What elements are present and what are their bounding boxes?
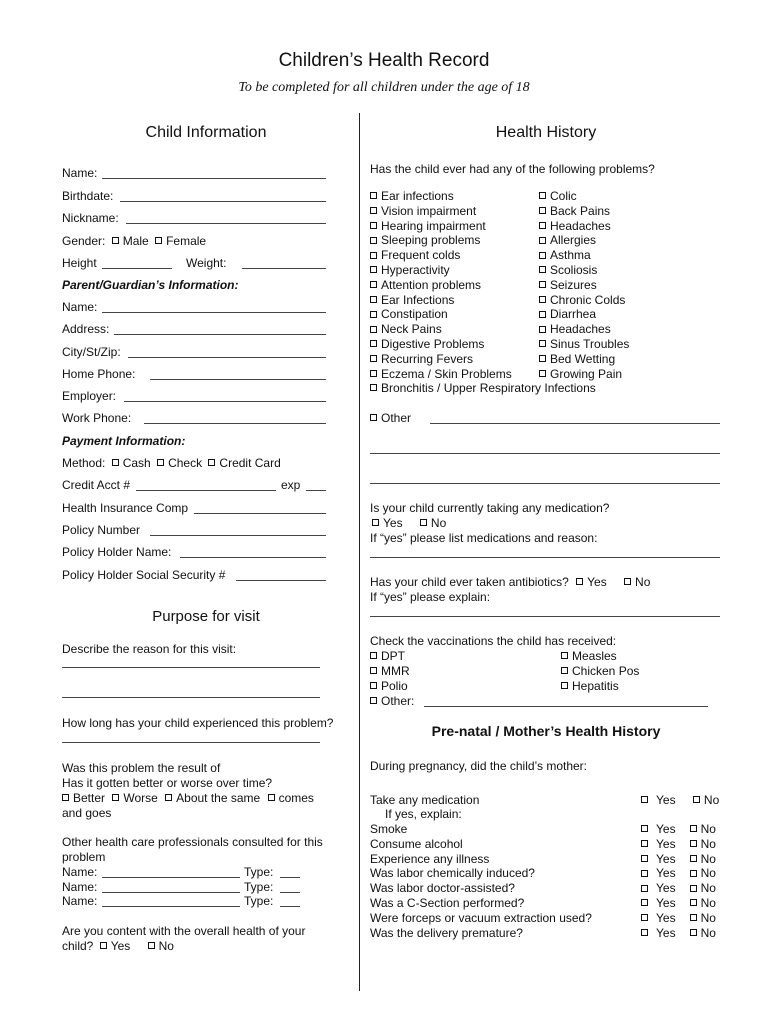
city-field[interactable]	[128, 357, 326, 358]
home-phone-label: Home Phone:	[62, 367, 136, 381]
prenatal-medication-yes-checkbox[interactable]	[641, 796, 648, 803]
prenatal-medication-label: Take any medication	[370, 793, 480, 807]
payment-heading: Payment Information:	[62, 434, 186, 448]
problem-ear-infections-7-item	[370, 293, 454, 307]
employer-label: Employer:	[62, 389, 117, 403]
vaccine-dpt-label: DPT	[381, 649, 405, 663]
other-line-2[interactable]	[370, 453, 720, 454]
problem-neck-pains-9-checkbox[interactable]	[370, 326, 377, 333]
antibiotics-question: Has your child ever taken antibiotics?	[370, 575, 569, 589]
prenatal-smoke-yes-label: Yes	[656, 822, 676, 836]
problem-sleeping-problems-3-label: Sleeping problems	[381, 233, 481, 248]
problem-diarrhea-r8-item	[539, 307, 596, 321]
prenatal-were-forceps-or-vacuum-extraction-used-no-checkbox[interactable]	[690, 914, 697, 921]
credit-card-label: Credit Card	[219, 456, 281, 470]
page-subtitle: To be completed for all children under the age of 18	[238, 80, 530, 95]
problem-constipation-8-label: Constipation	[381, 307, 448, 322]
vaccine-dpt-item	[370, 649, 405, 663]
better-label: Better	[73, 791, 106, 805]
antibiotics-explain-label: If “yes” please explain:	[370, 590, 491, 604]
content-label-2: child?	[62, 939, 94, 953]
problem-hearing-impairment-2-item	[370, 219, 486, 233]
visit-reason-line-2[interactable]	[62, 697, 320, 698]
problem-frequent-colds-4-checkbox[interactable]	[370, 252, 377, 259]
prenatal-experience-any-illness-no-label: No	[700, 851, 716, 866]
worse-checkbox[interactable]	[112, 794, 119, 801]
weight-field[interactable]	[242, 268, 326, 269]
cash-label: Cash	[122, 456, 151, 470]
employer-field[interactable]	[124, 401, 326, 402]
vaccine-polio-label: Polio	[381, 679, 408, 693]
prenatal-were-forceps-or-vacuum-extraction-used-yes-checkbox[interactable]	[641, 914, 648, 921]
antibiotics-yes-checkbox[interactable]	[576, 578, 583, 585]
female-label: Female	[166, 234, 207, 248]
method-row	[62, 456, 281, 470]
vaccine-dpt-checkbox[interactable]	[370, 652, 377, 659]
prenatal-smoke-options	[641, 822, 716, 836]
problem-headaches-r9-checkbox[interactable]	[539, 326, 546, 333]
better-worse-label: Has it gotten better or worse over time?	[62, 776, 273, 790]
prof-type-field-1[interactable]	[280, 877, 300, 878]
vaccine-mmr-item	[370, 664, 410, 678]
problem-allergies-r3-checkbox[interactable]	[539, 237, 546, 244]
problem-hyperactivity-5-checkbox[interactable]	[370, 266, 377, 273]
vaccination-other-checkbox[interactable]	[370, 697, 377, 704]
prenatal-consume-alcohol-no-checkbox[interactable]	[690, 840, 697, 847]
medication-no-label: No	[430, 516, 447, 530]
problem-seizures-r6-item	[539, 278, 597, 292]
prenatal-was-labor-doctor-assisted-no-label: No	[700, 881, 716, 896]
problem-vision-impairment-1-checkbox[interactable]	[370, 207, 377, 214]
problem-neck-pains-9-label: Neck Pains	[381, 322, 442, 337]
medication-options	[372, 516, 446, 530]
prenatal-medication-no-label: No	[703, 793, 720, 807]
problem-headaches-r2-checkbox[interactable]	[539, 222, 546, 229]
exp-field[interactable]	[306, 490, 326, 491]
problem-hearing-impairment-2-label: Hearing impairment	[381, 218, 486, 233]
prenatal-consume-alcohol-yes-checkbox[interactable]	[641, 840, 648, 847]
bronchitis-item	[370, 381, 596, 395]
problem-chronic-colds-r7-item	[539, 293, 625, 307]
birthdate-label: Birthdate:	[62, 189, 114, 203]
problem-seizures-r6-label: Seizures	[550, 277, 597, 292]
medication-yes-checkbox[interactable]	[372, 519, 379, 526]
medication-list-label: If “yes” please list medications and reason:	[370, 531, 598, 545]
insurance-label: Health Insurance Comp	[62, 501, 189, 515]
and-goes-label: and goes	[62, 806, 112, 820]
prenatal-was-labor-chemically-induced-label: Was labor chemically induced?	[370, 866, 535, 881]
content-row	[62, 939, 174, 953]
nickname-label: Nickname:	[62, 211, 119, 225]
vaccine-polio-checkbox[interactable]	[370, 682, 377, 689]
vaccine-chicken-pos-label: Chicken Pos	[572, 664, 640, 678]
problem-hyperactivity-5-item	[370, 263, 450, 277]
content-yes-label: Yes	[110, 939, 131, 953]
problem-chronic-colds-r7-label: Chronic Colds	[550, 292, 626, 307]
policy-number-field[interactable]	[150, 535, 326, 536]
nickname-field[interactable]	[126, 223, 326, 224]
gender-label: Gender:	[62, 234, 106, 248]
prenatal-was-labor-chemically-induced-yes-checkbox[interactable]	[641, 870, 648, 877]
prenatal-explain-label: If yes, explain:	[385, 807, 462, 821]
other-label: Other	[381, 411, 412, 425]
prenatal-was-a-c-section-performed-options	[641, 896, 716, 910]
other-field[interactable]	[430, 423, 720, 424]
medication-question: Is your child currently taking any medication?	[370, 501, 610, 515]
problem-asthma-r4-label: Asthma	[550, 248, 591, 263]
problem-digestive-problems-10-label: Digestive Problems	[381, 337, 485, 351]
problem-headaches-r9-item	[539, 322, 611, 336]
prenatal-intro: During pregnancy, did the child’s mother:	[370, 759, 588, 773]
problem-back-pains-r1-checkbox[interactable]	[539, 207, 546, 214]
other-prof-label: Other health care professionals consulted for this	[62, 835, 323, 849]
prenatal-medication-yes-label: Yes	[656, 793, 676, 807]
prenatal-was-labor-chemically-induced-no-checkbox[interactable]	[690, 870, 697, 877]
content-no-label: No	[158, 939, 174, 953]
antibiotics-yes-label: Yes	[587, 575, 607, 589]
problem-bed-wetting-r11-item	[539, 352, 615, 366]
birthdate-field[interactable]	[120, 201, 326, 202]
problem-colic-r0-item	[539, 189, 577, 203]
guardian-name-field[interactable]	[102, 312, 326, 313]
better-checkbox[interactable]	[62, 794, 69, 801]
bronchitis-label: Bronchitis / Upper Respiratory Infections	[381, 381, 596, 395]
problem-asthma-r4-checkbox[interactable]	[539, 252, 546, 259]
result-label: Was this problem the result of	[62, 761, 221, 775]
prenatal-were-forceps-or-vacuum-extraction-used-yes-label: Yes	[656, 910, 676, 925]
problem-attention-problems-6-item	[370, 278, 481, 292]
column-divider	[359, 113, 360, 991]
comes-goes-checkbox[interactable]	[268, 794, 275, 801]
content-label: Are you content with the overall health of your	[62, 924, 306, 938]
problem-sinus-troubles-r10-item	[539, 337, 629, 351]
content-yes-checkbox[interactable]	[100, 942, 107, 949]
problem-hearing-impairment-2-checkbox[interactable]	[370, 222, 377, 229]
check-label: Check	[168, 456, 203, 470]
prenatal-was-labor-doctor-assisted-options	[641, 881, 716, 895]
problem-recurring-fevers-11-label: Recurring Fevers	[381, 351, 474, 366]
vaccination-other-item	[370, 694, 414, 708]
problem-digestive-problems-10-item	[370, 337, 484, 351]
problem-sleeping-problems-3-checkbox[interactable]	[370, 237, 377, 244]
medication-yes-label: Yes	[383, 516, 403, 530]
prenatal-was-the-delivery-premature-options	[641, 926, 716, 940]
vaccine-measles-label: Measles	[572, 649, 617, 663]
antibiotics-explain-field[interactable]	[370, 616, 720, 617]
problem-colic-r0-checkbox[interactable]	[539, 192, 546, 199]
problem-bed-wetting-r11-checkbox[interactable]	[539, 355, 546, 362]
address-field[interactable]	[114, 334, 326, 335]
bronchitis-checkbox[interactable]	[370, 384, 377, 391]
problem-eczema-skin-problems-12-label: Eczema / Skin Problems	[381, 366, 512, 381]
problem-ear-infections-7-checkbox[interactable]	[370, 296, 377, 303]
prenatal-smoke-no-checkbox[interactable]	[690, 825, 697, 832]
vaccination-question: Check the vaccinations the child has received:	[370, 634, 617, 648]
antibiotics-no-checkbox[interactable]	[624, 578, 631, 585]
problem-asthma-r4-item	[539, 248, 591, 262]
prof-type-label-3: Type:	[244, 894, 274, 908]
other-item	[370, 411, 411, 425]
visit-heading: Purpose for visit	[152, 608, 260, 625]
problem-vision-impairment-1-item	[370, 204, 476, 218]
problem-constipation-8-item	[370, 307, 448, 321]
prenatal-was-a-c-section-performed-label: Was a C-Section performed?	[370, 896, 525, 910]
problem-recurring-fevers-11-item	[370, 352, 473, 366]
problem-growing-pain-r12-item	[539, 367, 622, 381]
name-field[interactable]	[102, 178, 326, 179]
work-phone-field[interactable]	[144, 423, 326, 424]
problem-diarrhea-r8-label: Diarrhea	[550, 307, 597, 322]
how-long-label: How long has your child experienced this problem?	[62, 716, 334, 730]
problem-frequent-colds-4-item	[370, 248, 460, 262]
vaccine-measles-item	[561, 649, 617, 663]
problem-bed-wetting-r11-label: Bed Wetting	[550, 351, 616, 366]
prenatal-was-labor-chemically-induced-no-label: No	[700, 866, 716, 881]
work-phone-label: Work Phone:	[62, 411, 132, 425]
prof-name-label-3: Name:	[62, 894, 98, 908]
problem-back-pains-r1-label: Back Pains	[550, 203, 611, 218]
prenatal-were-forceps-or-vacuum-extraction-used-label: Were forceps or vacuum extraction used?	[370, 910, 592, 925]
policy-number-label: Policy Number	[62, 523, 141, 537]
problem-seizures-r6-checkbox[interactable]	[539, 281, 546, 288]
prof-name-field-3[interactable]	[102, 906, 240, 907]
policy-ssn-label: Policy Holder Social Security #	[62, 568, 226, 582]
prenatal-experience-any-illness-label: Experience any illness	[370, 851, 490, 866]
other-prof-label-2: problem	[62, 850, 106, 864]
problem-growing-pain-r12-label: Growing Pain	[550, 366, 623, 381]
prenatal-consume-alcohol-options	[641, 837, 716, 851]
worse-label: Worse	[123, 791, 158, 805]
page-title: Children’s Health Record	[278, 50, 490, 71]
problem-headaches-r2-item	[539, 219, 611, 233]
prenatal-consume-alcohol-no-label: No	[700, 836, 716, 851]
problem-ear-infections-0-item	[370, 189, 454, 203]
problem-ear-infections-7-label: Ear Infections	[381, 292, 455, 307]
credit-acct-field[interactable]	[136, 490, 276, 491]
gender-row	[62, 234, 206, 248]
home-phone-field[interactable]	[150, 379, 326, 380]
insurance-field[interactable]	[194, 513, 326, 514]
prof-type-field-3[interactable]	[280, 906, 300, 907]
exp-label: exp	[281, 478, 301, 492]
medication-list-field[interactable]	[370, 557, 720, 558]
check-checkbox[interactable]	[157, 459, 164, 466]
prenatal-smoke-no-label: No	[700, 822, 716, 836]
vaccine-hepatitis-checkbox[interactable]	[561, 682, 568, 689]
prenatal-was-a-c-section-performed-yes-checkbox[interactable]	[641, 899, 648, 906]
height-label: Height	[62, 256, 97, 270]
problem-frequent-colds-4-label: Frequent colds	[381, 248, 461, 263]
prof-name-field-2[interactable]	[102, 892, 240, 893]
problem-eczema-skin-problems-12-item	[370, 367, 512, 381]
problem-allergies-r3-item	[539, 233, 596, 247]
prenatal-consume-alcohol-label: Consume alcohol	[370, 836, 463, 851]
problem-allergies-r3-label: Allergies	[550, 233, 597, 248]
problem-scoliosis-r5-item	[539, 263, 597, 277]
prenatal-were-forceps-or-vacuum-extraction-used-no-label: No	[700, 910, 716, 925]
prenatal-was-the-delivery-premature-yes-label: Yes	[656, 925, 676, 940]
cash-checkbox[interactable]	[112, 459, 119, 466]
height-field[interactable]	[102, 268, 172, 269]
credit-acct-label: Credit Acct #	[62, 478, 131, 492]
vaccine-chicken-pos-checkbox[interactable]	[561, 667, 568, 674]
health-history-heading: Health History	[495, 124, 597, 141]
policy-holder-field[interactable]	[180, 557, 326, 558]
prenatal-was-a-c-section-performed-yes-label: Yes	[656, 896, 676, 910]
prenatal-was-labor-doctor-assisted-yes-checkbox[interactable]	[641, 885, 648, 892]
prenatal-experience-any-illness-yes-checkbox[interactable]	[641, 855, 648, 862]
guardian-heading: Parent/Guardian’s Information:	[62, 278, 239, 292]
problem-scoliosis-r5-label: Scoliosis	[550, 263, 598, 277]
vaccination-other-label: Other:	[381, 694, 415, 708]
prenatal-was-the-delivery-premature-label: Was the delivery premature?	[370, 925, 523, 940]
prenatal-was-labor-doctor-assisted-label: Was labor doctor-assisted?	[370, 881, 515, 896]
problem-ear-infections-0-checkbox[interactable]	[370, 192, 377, 199]
problem-sinus-troubles-r10-label: Sinus Troubles	[550, 337, 630, 351]
problem-vision-impairment-1-label: Vision impairment	[381, 203, 477, 218]
visit-reason-label: Describe the reason for this visit:	[62, 642, 237, 656]
problem-back-pains-r1-item	[539, 204, 610, 218]
prof-type-field-2[interactable]	[280, 892, 300, 893]
vaccine-polio-item	[370, 679, 408, 693]
city-label: City/St/Zip:	[62, 345, 121, 359]
problem-growing-pain-r12-checkbox[interactable]	[539, 370, 546, 377]
problem-sinus-troubles-r10-checkbox[interactable]	[539, 340, 546, 347]
prenatal-was-the-delivery-premature-no-label: No	[700, 925, 716, 940]
problem-attention-problems-6-checkbox[interactable]	[370, 281, 377, 288]
prenatal-was-labor-chemically-induced-yes-label: Yes	[656, 866, 676, 881]
problem-attention-problems-6-label: Attention problems	[381, 277, 482, 292]
problems-question: Has the child ever had any of the following problems?	[370, 162, 655, 176]
problem-scoliosis-r5-checkbox[interactable]	[539, 266, 546, 273]
problem-headaches-r9-label: Headaches	[550, 322, 611, 337]
medication-no-checkbox[interactable]	[420, 519, 427, 526]
prof-name-field-1[interactable]	[102, 877, 240, 878]
progress-options	[62, 791, 314, 805]
visit-reason-line-1[interactable]	[62, 667, 320, 668]
prenatal-was-labor-doctor-assisted-no-checkbox[interactable]	[690, 885, 697, 892]
other-checkbox[interactable]	[370, 414, 377, 421]
vaccine-mmr-checkbox[interactable]	[370, 667, 377, 674]
prenatal-consume-alcohol-yes-label: Yes	[656, 836, 676, 851]
prof-type-label-1: Type:	[244, 865, 274, 879]
guardian-name-label: Name:	[62, 300, 98, 314]
prof-type-label-2: Type:	[244, 880, 274, 894]
same-checkbox[interactable]	[165, 794, 172, 801]
prenatal-was-labor-chemically-induced-options	[641, 866, 716, 880]
prenatal-heading: Pre-natal / Mother’s Health History	[431, 723, 661, 739]
problem-recurring-fevers-11-checkbox[interactable]	[370, 355, 377, 362]
prenatal-was-a-c-section-performed-no-checkbox[interactable]	[690, 899, 697, 906]
policy-holder-label: Policy Holder Name:	[62, 545, 172, 559]
vaccine-measles-checkbox[interactable]	[561, 652, 568, 659]
problem-diarrhea-r8-checkbox[interactable]	[539, 311, 546, 318]
problem-ear-infections-0-label: Ear infections	[381, 189, 454, 203]
problem-colic-r0-label: Colic	[550, 189, 577, 203]
other-line-3[interactable]	[370, 483, 720, 484]
vaccination-other-field[interactable]	[424, 706, 708, 707]
prof-name-label-2: Name:	[62, 880, 98, 894]
prenatal-smoke-label: Smoke	[370, 822, 408, 836]
prenatal-experience-any-illness-yes-label: Yes	[656, 851, 676, 866]
credit-card-checkbox[interactable]	[208, 459, 215, 466]
female-checkbox[interactable]	[155, 237, 162, 244]
child-info-heading: Child Information	[145, 124, 267, 141]
prenatal-smoke-yes-checkbox[interactable]	[641, 825, 648, 832]
prenatal-were-forceps-or-vacuum-extraction-used-options	[641, 911, 716, 925]
prenatal-medication-options	[641, 793, 719, 807]
content-no-checkbox[interactable]	[148, 942, 155, 949]
prenatal-was-the-delivery-premature-no-checkbox[interactable]	[690, 929, 697, 936]
problem-hyperactivity-5-label: Hyperactivity	[381, 263, 450, 277]
prof-name-label-1: Name:	[62, 865, 98, 879]
prenatal-was-labor-doctor-assisted-yes-label: Yes	[656, 881, 676, 896]
method-label: Method:	[62, 456, 106, 470]
same-label: About the same	[176, 791, 261, 805]
problem-sleeping-problems-3-item	[370, 233, 480, 247]
how-long-field[interactable]	[62, 742, 320, 743]
vaccine-mmr-label: MMR	[381, 664, 410, 678]
prenatal-medication-no-checkbox[interactable]	[693, 796, 700, 803]
problem-eczema-skin-problems-12-checkbox[interactable]	[370, 370, 377, 377]
weight-label: Weight:	[186, 256, 227, 270]
problem-constipation-8-checkbox[interactable]	[370, 311, 377, 318]
problem-digestive-problems-10-checkbox[interactable]	[370, 340, 377, 347]
prenatal-experience-any-illness-no-checkbox[interactable]	[690, 855, 697, 862]
vaccine-chicken-pos-item	[561, 664, 639, 678]
vaccine-hepatitis-item	[561, 679, 619, 693]
prenatal-was-the-delivery-premature-yes-checkbox[interactable]	[641, 929, 648, 936]
problem-chronic-colds-r7-checkbox[interactable]	[539, 296, 546, 303]
comes-label: comes	[278, 791, 314, 805]
antibiotics-no-label: No	[635, 575, 651, 589]
prenatal-experience-any-illness-options	[641, 852, 716, 866]
antibiotics-row	[370, 575, 650, 589]
problem-headaches-r2-label: Headaches	[550, 218, 611, 233]
problem-neck-pains-9-item	[370, 322, 442, 336]
address-label: Address:	[62, 322, 110, 336]
male-label: Male	[122, 234, 149, 248]
policy-ssn-field[interactable]	[236, 580, 326, 581]
vaccine-hepatitis-label: Hepatitis	[572, 679, 619, 693]
name-label: Name:	[62, 166, 98, 180]
male-checkbox[interactable]	[112, 237, 119, 244]
prenatal-was-a-c-section-performed-no-label: No	[700, 896, 716, 910]
